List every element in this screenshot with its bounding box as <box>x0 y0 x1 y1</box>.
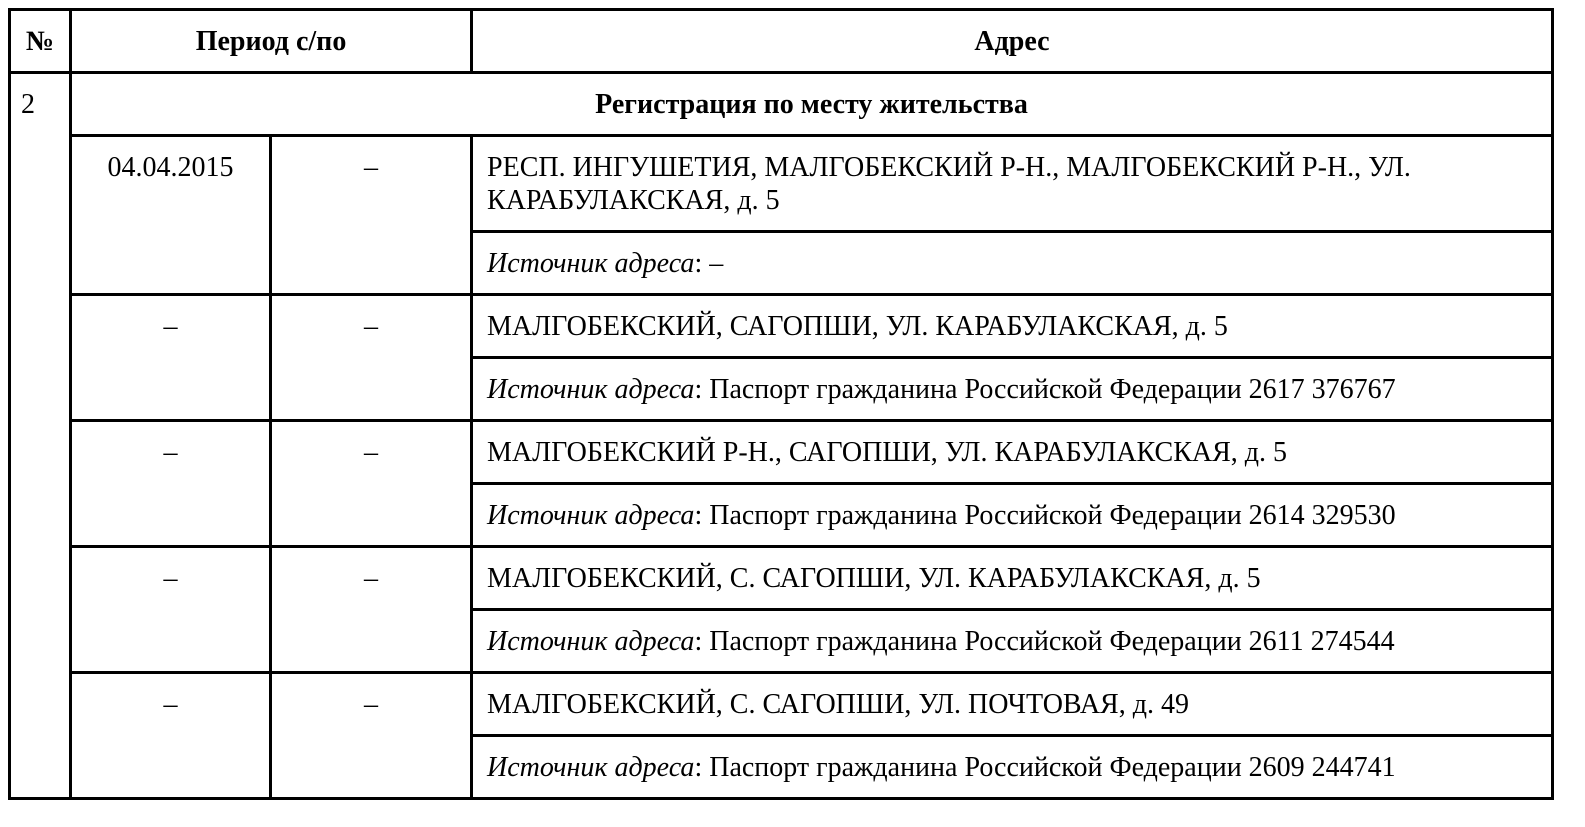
source-label: Источник адреса <box>487 248 695 279</box>
address-house: , д. 5 <box>1204 563 1261 594</box>
period-to: – <box>271 421 472 547</box>
table-row <box>10 295 1553 358</box>
table-header-row <box>10 10 1553 73</box>
period-to: – <box>271 673 472 799</box>
header-number: № <box>10 10 71 73</box>
registration-table <box>8 8 1554 800</box>
address-house: , д. 5 <box>1230 437 1288 468</box>
source-cell <box>472 232 1553 295</box>
section-row <box>10 73 1553 136</box>
address-cell <box>472 136 1553 232</box>
address-text: РЕСП. ИНГУШЕТИЯ, МАЛГОБЕКСКИЙ Р-Н., МАЛГОБЕКСКИЙ Р-Н., УЛ. КАРАБУЛАКСКАЯ <box>487 152 1411 216</box>
address-house: , д. 49 <box>1118 689 1189 720</box>
table-row <box>10 673 1553 736</box>
source-label: Источник адреса <box>487 626 695 657</box>
address-house: , д. 5 <box>1171 311 1228 342</box>
table-row <box>10 421 1553 484</box>
address-cell <box>472 673 1553 736</box>
header-address: Адрес <box>472 10 1553 73</box>
table-row <box>10 547 1553 610</box>
source-value: : – <box>694 248 724 279</box>
source-value: : Паспорт гражданина Российской Федерации 2617 376767 <box>694 374 1396 405</box>
period-to: – <box>271 136 472 295</box>
address-text: МАЛГОБЕКСКИЙ, С. САГОПШИ, УЛ. КАРАБУЛАКСКАЯ <box>487 563 1205 594</box>
period-from: – <box>71 421 271 547</box>
table-row <box>10 136 1553 232</box>
source-label: Источник адреса <box>487 374 695 405</box>
header-period: Период с/по <box>71 10 472 73</box>
address-text: МАЛГОБЕКСКИЙ Р-Н., САГОПШИ, УЛ. КАРАБУЛАКСКАЯ <box>487 437 1231 468</box>
period-to: – <box>271 547 472 673</box>
address-house: , д. 5 <box>723 185 780 216</box>
address-text: МАЛГОБЕКСКИЙ, С. САГОПШИ, УЛ. ПОЧТОВАЯ <box>487 689 1119 720</box>
section-title: Регистрация по месту жительства <box>71 73 1553 136</box>
source-label: Источник адреса <box>487 752 695 783</box>
section-number: 2 <box>10 73 71 799</box>
address-cell <box>472 295 1553 358</box>
period-from: 04.04.2015 <box>71 136 271 295</box>
source-value: : Паспорт гражданина Российской Федерации 2609 244741 <box>694 752 1396 783</box>
period-from: – <box>71 673 271 799</box>
source-cell <box>472 610 1553 673</box>
source-value: : Паспорт гражданина Российской Федерации 2611 274544 <box>694 626 1395 657</box>
source-cell <box>472 736 1553 799</box>
period-from: – <box>71 547 271 673</box>
source-value: : Паспорт гражданина Российской Федерации 2614 329530 <box>694 500 1396 531</box>
address-cell <box>472 421 1553 484</box>
period-to: – <box>271 295 472 421</box>
source-cell <box>472 484 1553 547</box>
address-text: МАЛГОБЕКСКИЙ, САГОПШИ, УЛ. КАРАБУЛАКСКАЯ <box>487 311 1172 342</box>
source-cell <box>472 358 1553 421</box>
source-label: Источник адреса <box>487 500 695 531</box>
address-cell <box>472 547 1553 610</box>
period-from: – <box>71 295 271 421</box>
